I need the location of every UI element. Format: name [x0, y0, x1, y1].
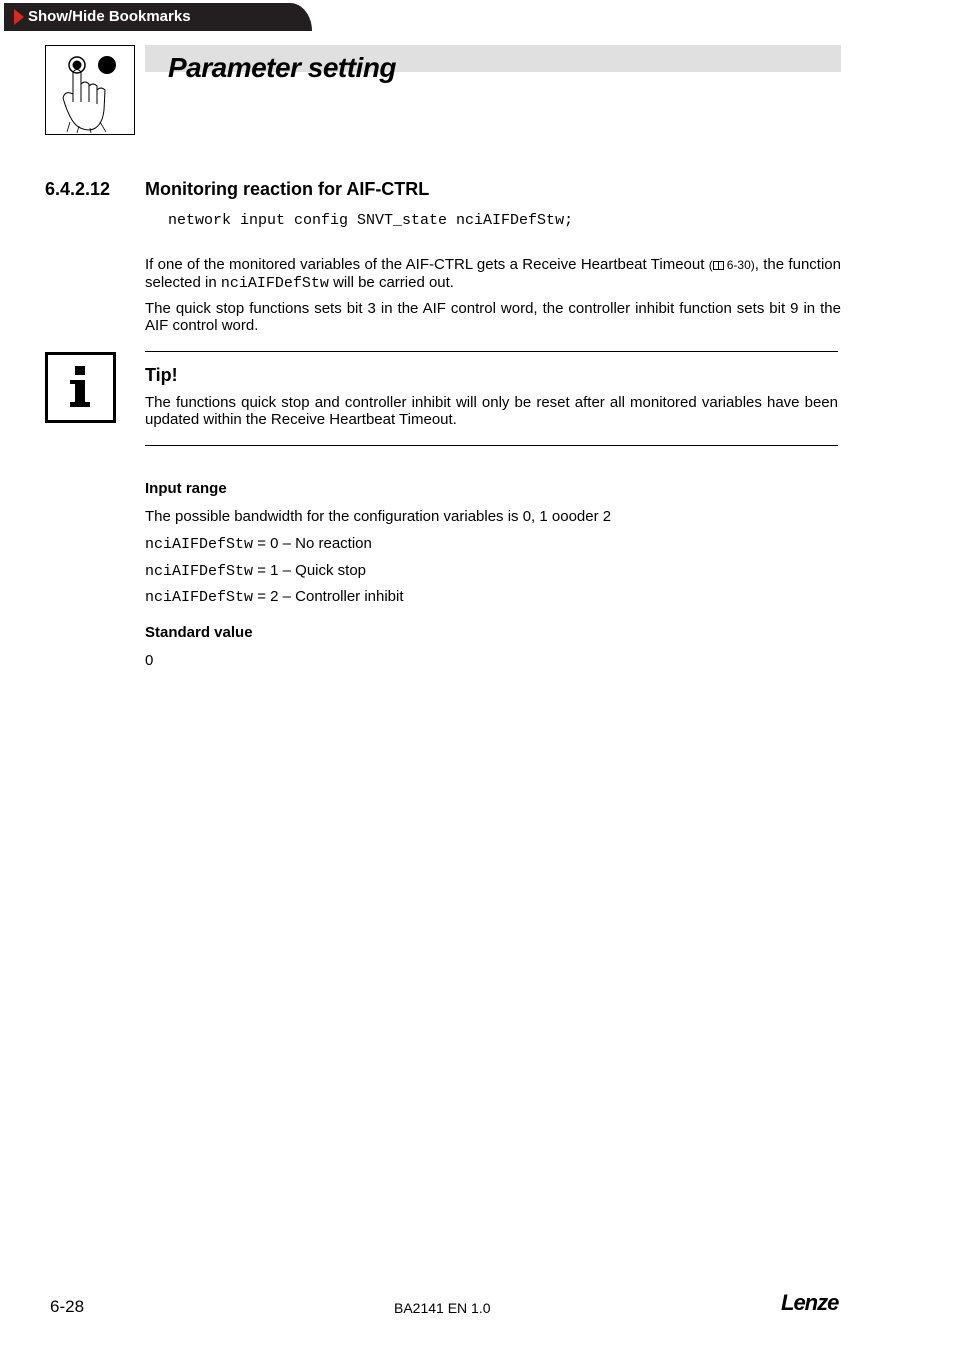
- list-item: nciAIFDefStw = 1 – Quick stop: [145, 562, 367, 580]
- document-id: BA2141 EN 1.0: [394, 1300, 491, 1316]
- tip-bottom-divider: [145, 445, 838, 446]
- page-reference[interactable]: ( 6-30): [708, 258, 755, 272]
- tip-text: The functions quick stop and controller inhibit will only be reset after all monitored variables have been updated within the Receive Heartbeat Timeout.: [145, 394, 838, 428]
- standard-value: 0: [145, 652, 154, 669]
- list-item: nciAIFDefStw = 2 – Controller inhibit: [145, 588, 404, 606]
- section-title: Monitoring reaction for AIF-CTRL: [145, 179, 430, 199]
- input-range-intro: The possible bandwidth for the configuration variables is 0, 1 oooder 2: [145, 508, 612, 525]
- page-title: Parameter setting: [168, 52, 397, 83]
- tip-top-divider: [145, 351, 838, 352]
- book-icon: [713, 261, 724, 270]
- bookmark-arrow-icon: [14, 9, 24, 25]
- paragraph-monitoring: If one of the monitored variables of the AIF-CTRL gets a Receive Heartbeat Timeout ( 6-30), the function selected in nciAIFDefStw will be carried out.: [145, 256, 841, 292]
- info-icon: [45, 352, 116, 423]
- section-number: 6.4.2.12: [45, 179, 111, 199]
- input-range-heading: Input range: [145, 480, 227, 497]
- show-hide-bookmarks-button[interactable]: [4, 3, 312, 31]
- paragraph-quick-stop: The quick stop functions sets bit 3 in the AIF control word, the controller inhibit function sets bit 9 in the AIF control word.: [145, 300, 841, 334]
- hand-pressing-buttons-icon: [45, 45, 135, 135]
- list-item: nciAIFDefStw = 0 – No reaction: [145, 535, 372, 553]
- standard-value-heading: Standard value: [145, 624, 253, 641]
- tip-heading: Tip!: [145, 365, 178, 385]
- page-number: 6-28: [50, 1297, 85, 1316]
- lenze-logo: Lenze: [781, 1290, 839, 1315]
- bookmarks-label: Show/Hide Bookmarks: [28, 8, 191, 25]
- code-declaration: network input config SNVT_state nciAIFDefStw;: [168, 212, 574, 229]
